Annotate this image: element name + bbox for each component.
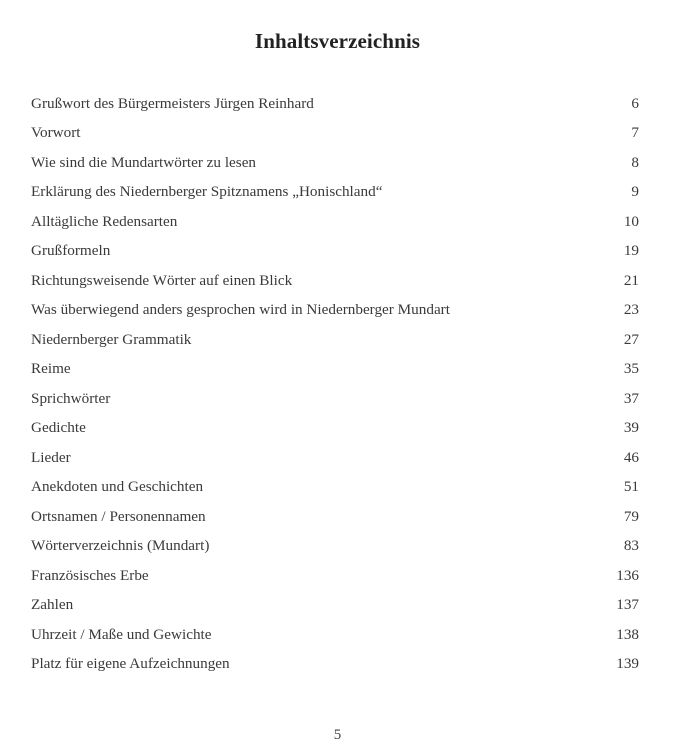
- toc-entry-page: 7: [631, 124, 639, 142]
- toc-entry-page: 19: [623, 242, 639, 260]
- toc-entry: [31, 207, 639, 237]
- toc-entry: [31, 473, 639, 503]
- toc-entry: [31, 296, 639, 326]
- toc-entry-label: Gedichte: [31, 419, 86, 437]
- toc-entry-label: Zahlen: [31, 596, 74, 614]
- toc-entry-label: Vorwort: [31, 124, 81, 142]
- toc-entry: [31, 443, 639, 473]
- table-of-contents: [31, 89, 639, 679]
- toc-entry-page: 39: [623, 419, 639, 437]
- toc-entry-page: 138: [616, 625, 639, 643]
- toc-entry-page: 46: [623, 448, 639, 466]
- toc-entry-page: 51: [623, 478, 639, 496]
- toc-entry: [31, 650, 639, 680]
- toc-entry-label: Richtungsweisende Wörter auf einen Blick: [31, 271, 293, 289]
- toc-entry: [31, 620, 639, 650]
- toc-entry-page: 27: [623, 330, 639, 348]
- toc-entry-page: 10: [623, 212, 639, 230]
- toc-entry-label: Sprichwörter: [31, 389, 111, 407]
- toc-entry-label: Erklärung des Niedernberger Spitznamens „Honischland“: [31, 183, 383, 201]
- toc-entry-page: 37: [623, 389, 639, 407]
- toc-entry-label: Was überwiegend anders gesprochen wird in Niedernberger Mundart: [31, 301, 450, 319]
- toc-entry-label: Platz für eigene Aufzeichnungen: [31, 655, 230, 673]
- toc-entry-label: Reime: [31, 360, 71, 378]
- toc-entry: [31, 119, 639, 149]
- toc-entry-page: 139: [616, 655, 639, 673]
- toc-entry-label: Uhrzeit / Maße und Gewichte: [31, 625, 212, 643]
- toc-entry: [31, 561, 639, 591]
- toc-entry: [31, 591, 639, 621]
- toc-entry-page: 23: [623, 301, 639, 319]
- toc-entry: [31, 237, 639, 267]
- page-number: 5: [333, 727, 342, 743]
- toc-entry-page: 9: [631, 183, 639, 201]
- toc-entry-label: Wörterverzeichnis (Mundart): [31, 537, 210, 555]
- toc-entry-page: 8: [631, 153, 639, 171]
- toc-entry-label: Niedernberger Grammatik: [31, 330, 192, 348]
- toc-entry: [31, 178, 639, 208]
- toc-entry-page: 79: [623, 507, 639, 525]
- toc-entry: [31, 414, 639, 444]
- toc-entry: [31, 266, 639, 296]
- toc-entry-page: 137: [616, 596, 639, 614]
- toc-entry-label: Lieder: [31, 448, 71, 466]
- toc-entry: [31, 89, 639, 119]
- toc-entry: [31, 148, 639, 178]
- page-title: Inhaltsverzeichnis: [254, 29, 421, 53]
- toc-entry-label: Ortsnamen / Personennamen: [31, 507, 206, 525]
- toc-entry-label: Wie sind die Mundartwörter zu lesen: [31, 153, 257, 171]
- toc-entry-page: 35: [623, 360, 639, 378]
- toc-entry-page: 83: [623, 537, 639, 555]
- toc-entry-page: 136: [616, 566, 639, 584]
- toc-entry-label: Alltägliche Redensarten: [31, 212, 178, 230]
- toc-entry: [31, 532, 639, 562]
- toc-entry: [31, 325, 639, 355]
- toc-entry-label: Grußformeln: [31, 242, 111, 260]
- toc-entry: [31, 384, 639, 414]
- toc-entry-label: Französisches Erbe: [31, 566, 149, 584]
- toc-entry-label: Grußwort des Bürgermeisters Jürgen Reinhard: [31, 94, 314, 112]
- toc-entry-page: 6: [631, 94, 639, 112]
- toc-entry: [31, 355, 639, 385]
- toc-entry: [31, 502, 639, 532]
- toc-entry-label: Anekdoten und Geschichten: [31, 478, 204, 496]
- toc-entry-page: 21: [623, 271, 639, 289]
